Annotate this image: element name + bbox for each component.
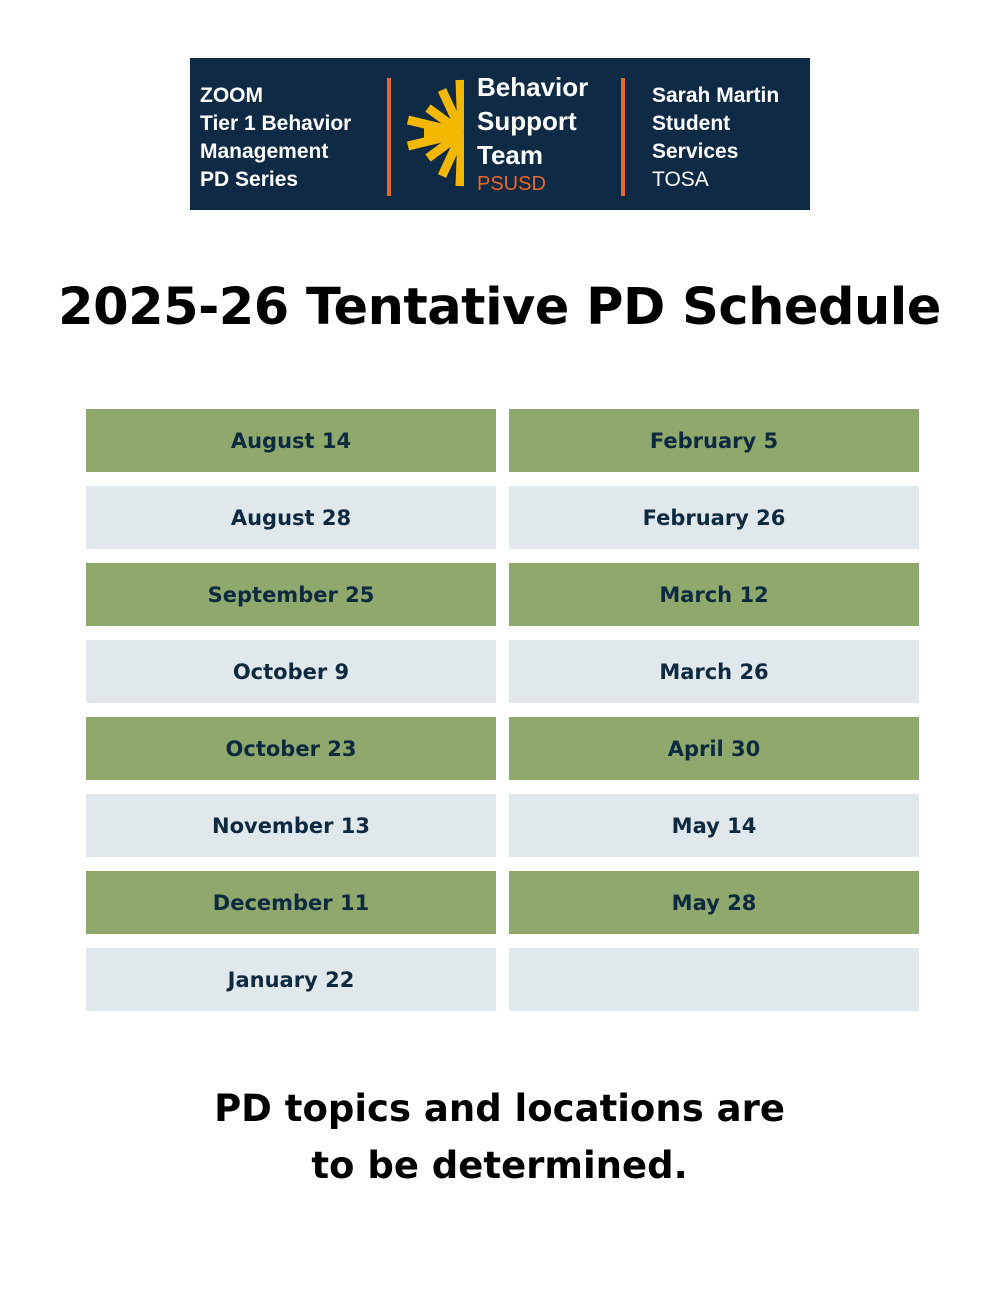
series-info [200,82,351,194]
schedule-date: October 23 [86,717,496,780]
schedule-date: October 9 [86,640,496,703]
schedule-date: March 12 [509,563,919,626]
series-line: Management [200,140,329,163]
series-line: ZOOM [200,84,263,107]
presenter-line: Services [652,140,739,163]
footer-note [0,1080,999,1194]
schedule-date: May 28 [509,871,919,934]
presenter-line: Student [652,112,731,135]
schedule-date: January 22 [86,948,496,1011]
schedule-date: February 26 [509,486,919,549]
team-line: Behavior [477,72,589,102]
series-banner [190,58,810,210]
footer-line: PD topics and locations are [214,1087,785,1130]
schedule-date: December 11 [86,871,496,934]
team-line: Support [477,106,577,136]
divider-right [621,78,625,196]
series-line: Tier 1 Behavior [200,112,352,135]
schedule-date: August 28 [86,486,496,549]
team-line: Team [477,140,543,170]
schedule-date: February 5 [509,409,919,472]
presenter-role: TOSA [652,168,709,191]
schedule-date: September 25 [86,563,496,626]
schedule-grid [86,409,919,1011]
presenter-info [652,82,779,194]
presenter-line: Sarah Martin [652,84,780,107]
schedule-date: May 14 [509,794,919,857]
schedule-date: August 14 [86,409,496,472]
divider-left [387,78,391,196]
district-name: PSUSD [477,173,546,195]
schedule-date: March 26 [509,640,919,703]
schedule-empty-cell [509,948,919,1011]
footer-line: to be determined. [311,1144,688,1187]
page-title: 2025-26 Tentative PD Schedule [58,278,941,337]
series-line: PD Series [200,168,299,191]
team-name [477,70,588,196]
sunburst-logo-icon [404,74,464,192]
schedule-date: April 30 [509,717,919,780]
schedule-date: November 13 [86,794,496,857]
